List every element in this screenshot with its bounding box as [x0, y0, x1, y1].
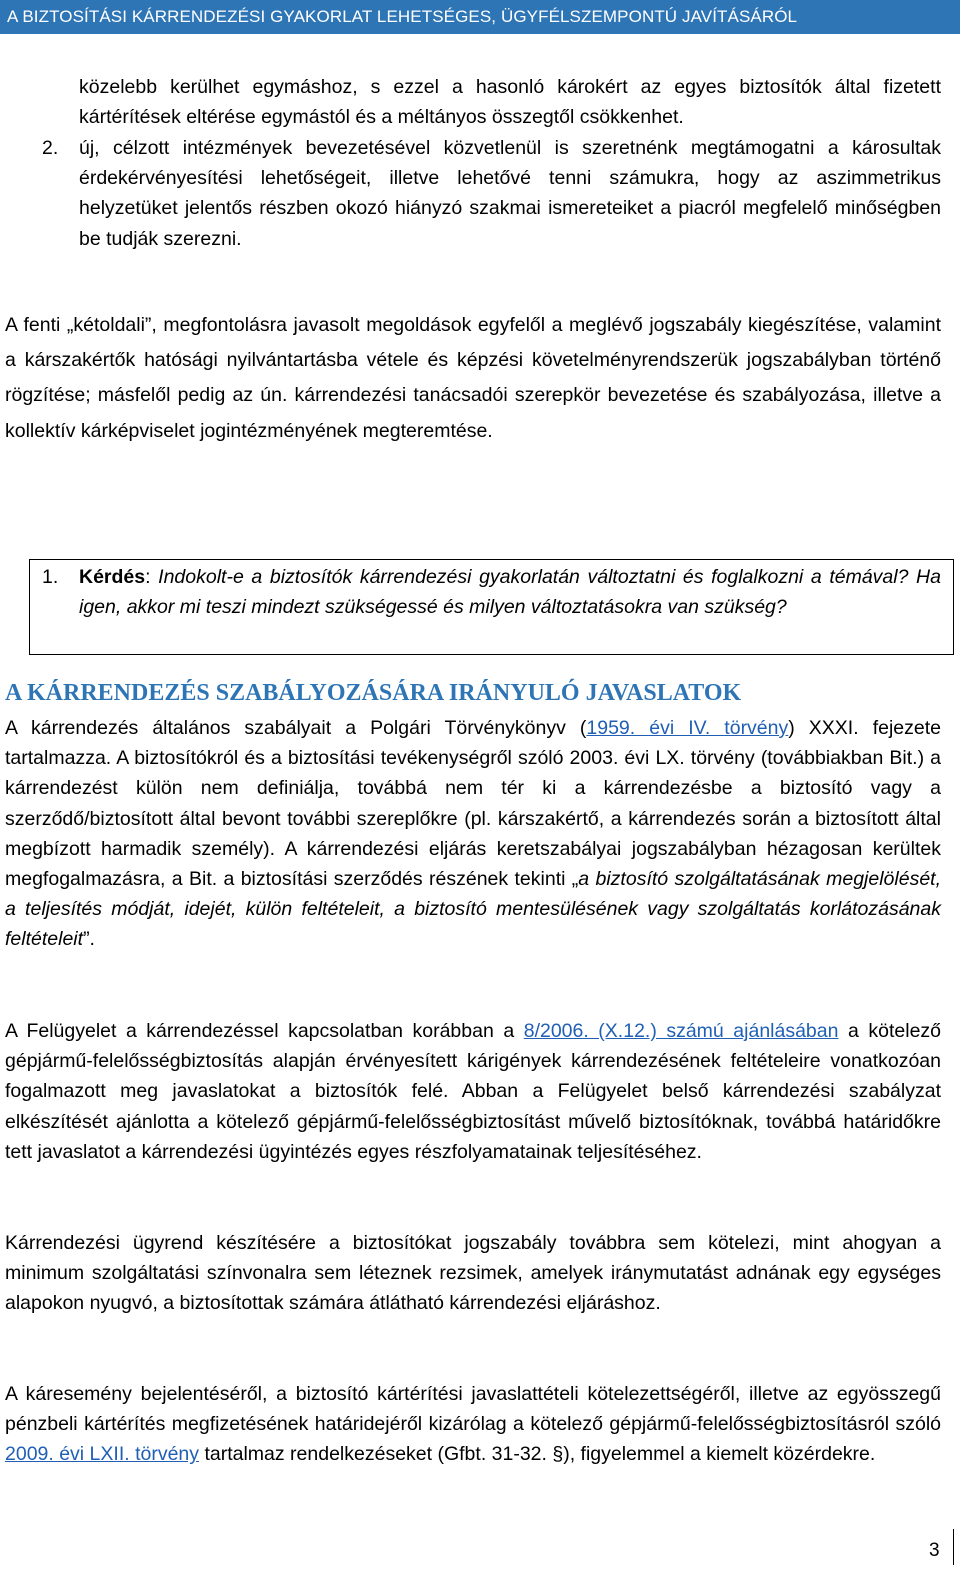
gfbt-law-link[interactable]: 2009. évi LXII. törvény: [5, 1443, 200, 1466]
question-text-block: [79, 562, 941, 622]
supervision-text-1: A Felügyelet a kárrendezéssel kapcsolatban korábban a: [5, 1020, 524, 1042]
ptk-text-2: ) XXXI. fejezete tartalmazza. A biztosítókról és a biztosítási tevékenységről szóló 2003. évi LX. törvény (továbbiakban Bit.) a kárrendezést külön nem definiálja, továbbá nem tér ki a kárrendezésbe a biztosító vagy a szerződő/biztosított által bevont további szereplőkre (pl. kárszakértő, a kárrendezés során a biztosított által megbízott harmadik személy). A kárrendezési eljárás keretszabályai jogszabályban hézagosan kerültek megfogalmazásra, a Bit. a biztosítási szerződés részének tekinti „: [5, 717, 941, 891]
claims-text-2: tartalmaz rendelkezéseket (Gfbt. 31-32. §), figyelemmel a kiemelt közérdekre.: [199, 1443, 876, 1466]
list-item-continuation: közelebb kerülhet egymáshoz, s ezzel a hasonló károkért az egyes biztosítók által fizetett kártérítések eltérése egymástól és a méltányos összegtől csökkenhet.: [79, 76, 941, 129]
question-label: Kérdés: [79, 566, 146, 588]
page-number: 3: [929, 1540, 940, 1561]
header-title: A BIZTOSÍTÁSI KÁRRENDEZÉSI GYAKORLAT LEHETSÉGES, ÜGYFÉLSZEMPONTÚ JAVÍTÁSÁRÓL: [7, 7, 798, 26]
supervision-text-2: a kötelező gépjármű-felelősségbiztosítás alapján érvényesített kárigények kárrendezésének feltételeire vonatkozóan fogalmazott meg javaslatokat a biztosítók felé. Abban a Felügyelet belső kárrendezési szabályzat elkészítését ajánlotta a kötelező gépjármű-felelősségbiztosítást művelő biztosítóknak, továbbá határidőkre tett javaslatot a kárrendezési ügyintézés egyes részfolyamatainak teljesítéséhez.: [5, 1020, 942, 1163]
paragraph-proposals: A fenti „kétoldali”, megfontolásra javasolt megoldások egyfelől a meglévő jogszabály kiegészítése, valamint a kárszakértők hatósági nyilvántartásba vétele és képzési követelményrendszerük jogszabályban történő rögzítése; másfelől pedig az ún. kárrendezési tanácsadói szerepkör bevezetése és szabályozása, illetve a kollektív kárképviselet jogintézményének megteremtése.: [5, 314, 941, 442]
ptk-law-link[interactable]: 1959. évi IV. törvény: [586, 717, 789, 739]
paragraph-procedure: Kárrendezési ügyrend készítésére a biztosítókat jogszabály továbbra sem kötelezi, mint ahogyan a minimum szolgáltatási színvonalra sem léteznek rezsimek, amelyek iránymutatást adnának egy egységes alapokon nyugvó, a biztosítottak számára átlátható kárrendezési eljáráshoz.: [5, 1232, 941, 1315]
page-number-divider: [953, 1529, 954, 1565]
list-item-2-text: új, célzott intézmények bevezetésével közvetlenül is szeretnénk megtámogatni a károsultak érdekérvényesítési lehetőségeit, illetve lehetővé tenni számukra, hogy az aszimmetrikus helyzetüket jelentős részben okozó hiányzó szakmai ismereteiket a piacról megfelelő minőségben be tudják szerezni.: [79, 137, 941, 250]
running-header: [0, 0, 960, 34]
claims-text-1: A káresemény bejelentéséről, a biztosító kártérítési javaslattételi kötelezettségéről, illetve az egyösszegű pénzbeli kártérítés megfizetésének határidejéről kizárólag a kötelező gépjármű-felelősségbiztosításról szóló: [5, 1383, 941, 1436]
paragraph-supervision: [5, 1016, 941, 1167]
question-text: Indokolt-e a biztosítók kárrendezési gyakorlatán változtatni és foglalkozni a témával? Ha igen, akkor mi teszi mindezt szükségessé és milyen változtatásokra van szükség?: [79, 566, 941, 619]
list-number-2: 2.: [42, 137, 59, 159]
question-colon: :: [145, 566, 159, 588]
ptk-quote-italic: a biztosító szolgáltatásának megjelölését, a teljesítés módját, idejét, külön feltételeit, a biztosító mentesülésének vagy szolgáltatás korlátozásának feltételeit: [5, 868, 942, 951]
section-heading: A KÁRRENDEZÉS SZABÁLYOZÁSÁRA IRÁNYULÓ JAVASLATOK: [5, 680, 742, 706]
paragraph-claims: [5, 1379, 941, 1470]
recommendation-link[interactable]: 8/2006. (X.12.) számú ajánlásában: [523, 1020, 839, 1042]
question-number: 1.: [42, 566, 59, 588]
paragraph-ptk: [5, 713, 941, 955]
ptk-text-1: A kárrendezés általános szabályait a Polgári Törvénykönyv (: [5, 717, 587, 739]
ptk-text-3: ”.: [83, 928, 95, 951]
